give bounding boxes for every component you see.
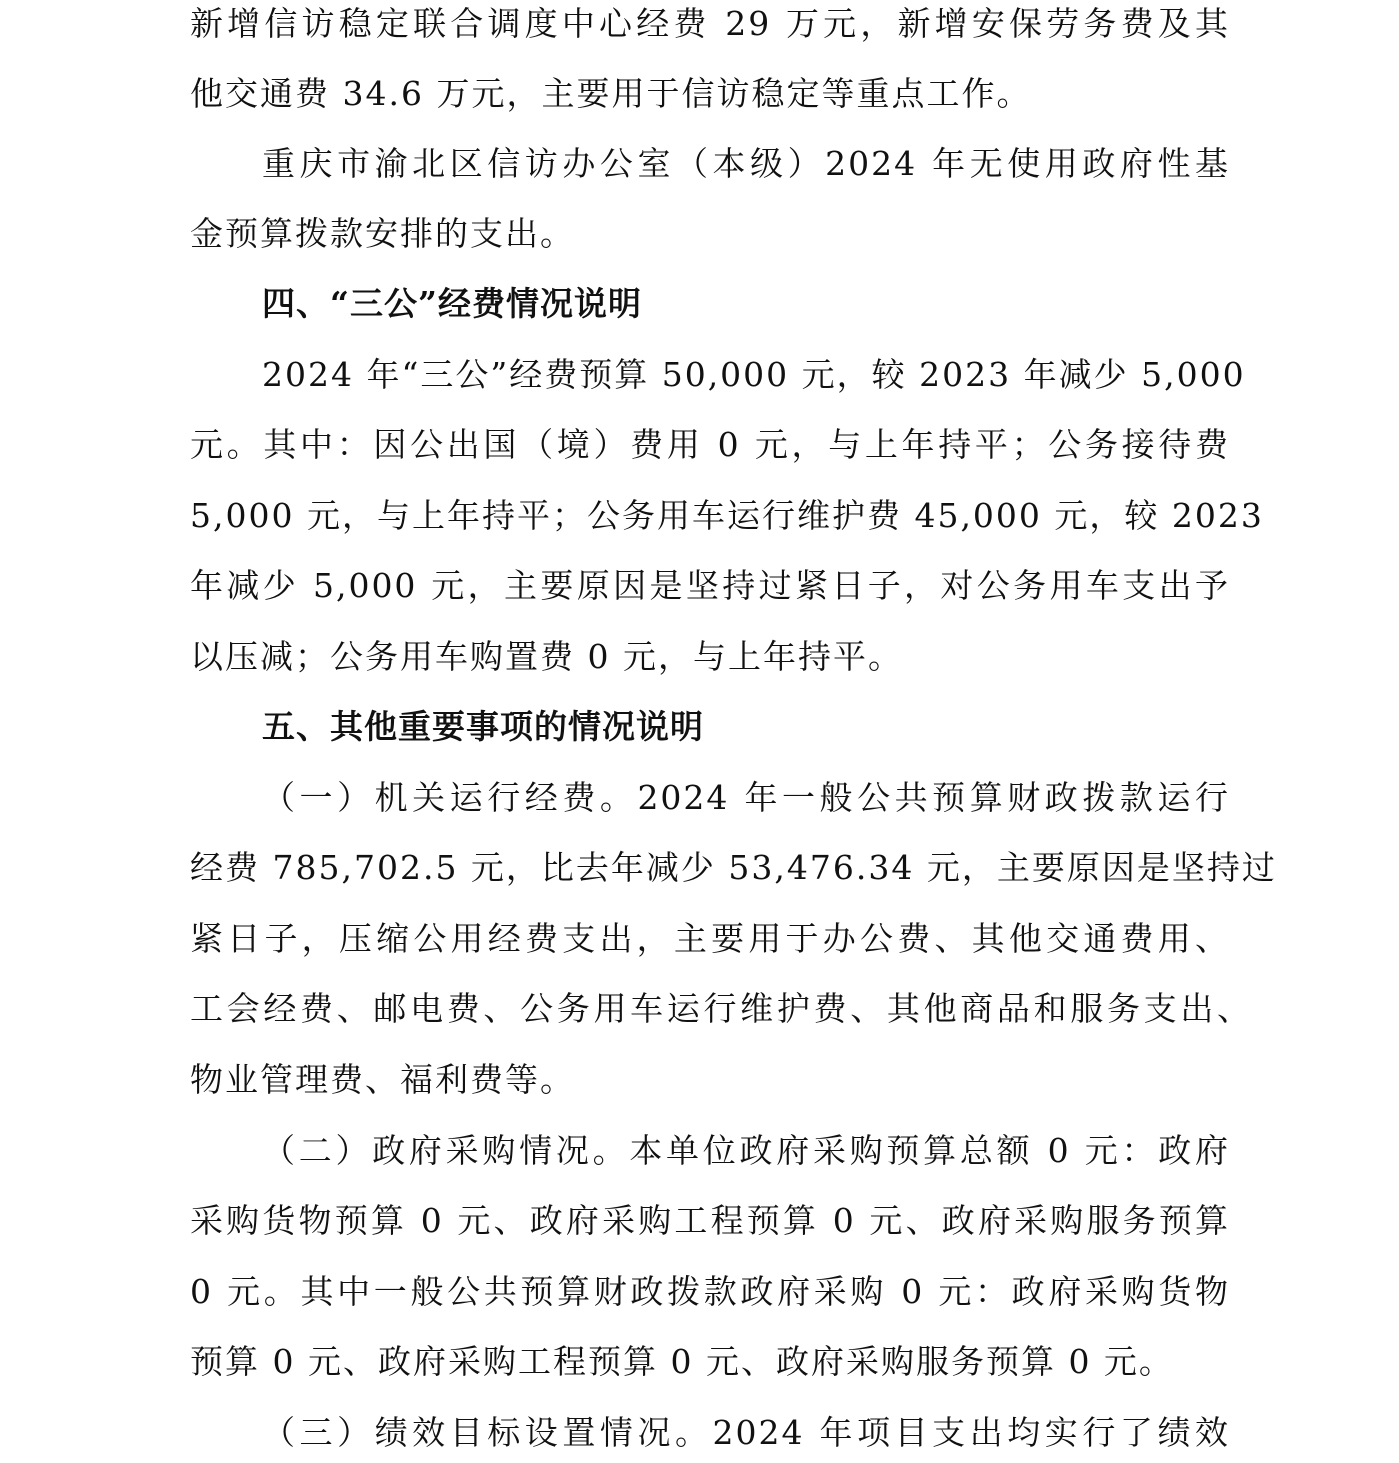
paragraph-line: （三）绩效目标设置情况。2024 年项目支出均实行了绩效 bbox=[262, 1413, 1230, 1452]
paragraph-line: 紧日子，压缩公用经费支出，主要用于办公费、其他交通费用、 bbox=[190, 919, 1230, 958]
paragraph-line: 金预算拨款安排的支出。 bbox=[190, 214, 575, 253]
paragraph-line: 以压减；公务用车购置费 0 元，与上年持平。 bbox=[190, 637, 903, 676]
paragraph-line: 他交通费 34.6 万元，主要用于信访稳定等重点工作。 bbox=[190, 74, 1032, 113]
paragraph-line: 2024 年“三公”经费预算 50,000 元，较 2023 年减少 5,000 bbox=[262, 355, 1246, 394]
paragraph-line: （一）机关运行经费。2024 年一般公共预算财政拨款运行 bbox=[262, 778, 1230, 817]
paragraph-line: 重庆市渝北区信访办公室（本级）2024 年无使用政府性基 bbox=[262, 144, 1230, 183]
paragraph-line: 0 元。其中一般公共预算财政拨款政府采购 0 元：政府采购货物 bbox=[190, 1272, 1230, 1311]
paragraph-line: 5,000 元，与上年持平；公务用车运行维护费 45,000 元，较 2023 bbox=[190, 496, 1264, 535]
paragraph-line: 年减少 5,000 元，主要原因是坚持过紧日子，对公务用车支出予 bbox=[190, 566, 1230, 605]
section-heading-san-gong: 四、“三公”经费情况说明 bbox=[262, 284, 642, 323]
paragraph-line: 采购货物预算 0 元、政府采购工程预算 0 元、政府采购服务预算 bbox=[190, 1201, 1230, 1240]
paragraph-line: 元。其中：因公出国（境）费用 0 元，与上年持平；公务接待费 bbox=[190, 425, 1230, 464]
paragraph-line: 经费 785,702.5 元，比去年减少 53,476.34 元，主要原因是坚持过 bbox=[190, 848, 1277, 887]
paragraph-line: 预算 0 元、政府采购工程预算 0 元、政府采购服务预算 0 元。 bbox=[190, 1342, 1174, 1381]
paragraph-line: 新增信访稳定联合调度中心经费 29 万元，新增安保劳务费及其 bbox=[190, 4, 1230, 43]
paragraph-line: 物业管理费、福利费等。 bbox=[190, 1060, 575, 1099]
paragraph-line: （二）政府采购情况。本单位政府采购预算总额 0 元：政府 bbox=[262, 1131, 1230, 1170]
section-heading-other-matters: 五、其他重要事项的情况说明 bbox=[262, 707, 704, 746]
paragraph-line: 工会经费、邮电费、公务用车运行维护费、其他商品和服务支出、 bbox=[190, 989, 1252, 1028]
